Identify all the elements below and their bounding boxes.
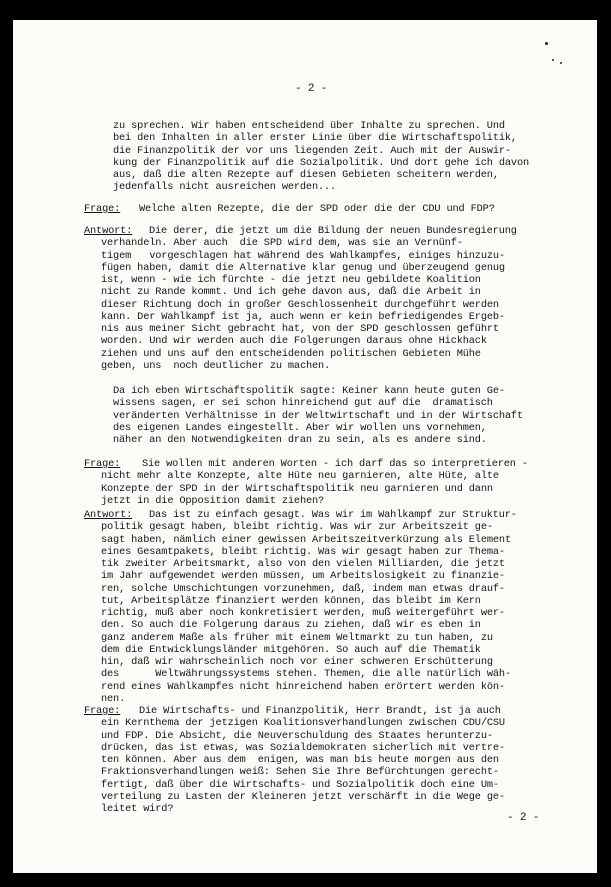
text-line: ist, wenn - wie ich fürchte - die jetzt neu gebildete Koalition <box>101 274 481 286</box>
text-line: richtig, muß aber noch konkretisiert werden, muß weitergeführt wer- <box>101 607 505 619</box>
text-line: nicht zu Rande kommt. Und ich gehe davon aus, daß die Arbeit in <box>101 286 481 299</box>
text-line: tut, Arbeitsplätze finanziert werden können, das bleibt im Kern <box>101 594 481 607</box>
footer-page-number: - 2 - <box>507 812 540 824</box>
text-line: die Finanzpolitik der vor uns liegenden Zeit. Auch mit der Auswir- <box>113 144 511 157</box>
text-line: ren, solche Umschichtungen vorzunehmen, daß, indem man etwas drauf- <box>101 582 505 595</box>
question-label: Frage: <box>84 458 121 470</box>
text-line: ziehen und uns auf den entscheidenden politischen Gebieten Mühe <box>101 347 481 360</box>
answer-label: Antwort: <box>84 509 133 521</box>
text-line: Fraktionsverhandlungen weiß: Sehen Sie Ihre Befürchtungen gerecht- <box>101 766 499 779</box>
text-line: näher an den Notwendigkeiten dran zu sein, als es andere sind. <box>113 434 487 446</box>
header-page-number: - 2 - <box>295 83 328 95</box>
text-line: wissens sagen, er sei schon hinreichend gut auf die dramatisch <box>113 397 493 410</box>
text-line: ein Kernthema der jetzigen Koalitionsverhandlungen zwischen CDU/CSU <box>101 717 505 730</box>
text-line: worden. Und wir werden auch die Folgerungen daraus ohne Hickhack <box>101 335 487 348</box>
text-line: Die Wirtschafts- und Finanzpolitik, Herr Brandt, ist ja auch <box>139 705 501 717</box>
document-page <box>13 20 597 873</box>
text-line: veränderten Verhältnisse in der Weltwirtschaft und in der Wirtschaft <box>113 409 523 422</box>
scan-speck-mark <box>545 42 548 45</box>
text-line: fertigt, daß über die Wirtschafts- und Sozialpolitik doch eine Um- <box>101 778 499 791</box>
text-line: eines Gesamtpakets, bleibt richtig. Was wir gesagt haben zur Thema- <box>101 545 505 558</box>
scan-speck-mark <box>560 62 562 64</box>
question-label: Frage: <box>84 705 121 717</box>
text-line: nicht mehr alte Konzepte, alte Hüte neu garnieren, alte Hüte, alte <box>101 470 499 483</box>
text-line: Da ich eben Wirtschaftspolitik sagte: Keiner kann heute guten Ge- <box>113 385 505 397</box>
text-line: geben, uns noch deutlicher zu machen. <box>101 359 331 372</box>
text-line: des eigenen Landes eingestellt. Aber wir wollen uns vornehmen, <box>113 421 487 434</box>
text-line: nis aus meiner Sicht gebracht hat, von der SPD geschlossen geführt <box>101 323 499 335</box>
text-line: Das ist zu einfach gesagt. Was wir im Wahlkampf zur Struktur- <box>149 509 517 521</box>
text-line: des Weltwährungssystems stehen. Themen, die alle natürlich wäh- <box>101 668 511 681</box>
text-line: tigem vorgeschlagen hat während des Wahlkampfes, einiges hinzuzu- <box>101 249 505 262</box>
text-line: im Jahr aufgewendet werden müssen, um Arbeitslosigkeit zu finanzie- <box>101 570 505 583</box>
text-line: ten können. Aber aus dem enigen, was man bis heute morgen aus den <box>101 754 499 766</box>
text-line: den. So auch die Folgerung daraus zu ziehen, daß wir es eben in <box>101 619 481 632</box>
text-line: Sie wollen mit anderen Worten - ich darf das so interpretieren - <box>142 458 528 470</box>
text-line: rend eines Wahlkampfes nicht hinreichend haben erörtert werden kön- <box>101 680 505 693</box>
text-line: Konzepte der SPD in der Wirtschaftspolitik neu garnieren und dann <box>101 482 493 495</box>
answer-label: Antwort: <box>84 225 133 237</box>
text-line: sagt haben, nämlich einer gewissen Arbeitszeitverkürzung als Element <box>101 533 511 546</box>
text-line: drücken, das ist etwas, was Sozialdemokraten sicherlich mit vertre- <box>101 741 505 754</box>
text-line: dieser Richtung doch in großer Geschlossenheit durchgeführt werden <box>101 298 499 311</box>
text-line: verteilung zu Lasten der Kleineren jetzt verschärft in die Wege ge- <box>101 790 505 803</box>
text-line: aus, daß die alten Rezepte auf diesen Gebieten scheitern werden, <box>113 169 499 181</box>
question-label: Frage: <box>84 203 121 215</box>
text-line: und FDP. Die Absicht, die Neuverschuldung des Staates herunterzu- <box>101 729 493 742</box>
text-line: jetzt in die Opposition damit ziehen? <box>101 494 325 507</box>
text-line: zu sprechen. Wir haben entscheidend über Inhalte zu sprechen. Und <box>113 120 505 132</box>
text-line: bei den Inhalten in aller erster Linie über die Wirtschaftspolitik, <box>113 132 517 145</box>
text-line: leitet wird? <box>101 803 174 815</box>
text-line: Welche alten Rezepte, die der SPD oder die der CDU und FDP? <box>139 203 495 215</box>
text-line: ganz anderem Maße als früher mit einem Weltmarkt zu tun haben, zu <box>101 631 493 644</box>
text-line: kann. Der Wahlkampf ist ja, auch wenn er kein befriedigendes Ergeb- <box>101 310 505 323</box>
text-line: politik gesagt haben, bleibt richtig. Was wir zur Arbeitszeit ge- <box>101 521 493 534</box>
text-line: jedenfalls nicht ausreichen werden... <box>113 181 337 194</box>
text-line: dem die Entwicklungsländer mitgehören. So auch auf die Thematik <box>101 643 481 656</box>
text-line: verhandeln. Aber auch die SPD wird dem, was sie an Vernünf- <box>101 237 463 250</box>
text-line: Die derer, die jetzt um die Bildung der neuen Bundesregierung <box>149 225 517 237</box>
text-line: fügen haben, damit die Alternative klar genug und überzeugend genug <box>101 261 505 274</box>
text-line: hin, daß wir wahrscheinlich noch vor einer schweren Erschütterung <box>101 656 493 668</box>
text-line: nen. <box>101 692 126 705</box>
text-line: kung der Finanzpolitik auf die Sozialpolitik. Und dort gehe ich davon <box>113 156 530 169</box>
text-line: tik zweiter Arbeitsmarkt, also von den vielen Milliarden, die jetzt <box>101 558 505 570</box>
scan-speck-mark <box>552 59 554 61</box>
